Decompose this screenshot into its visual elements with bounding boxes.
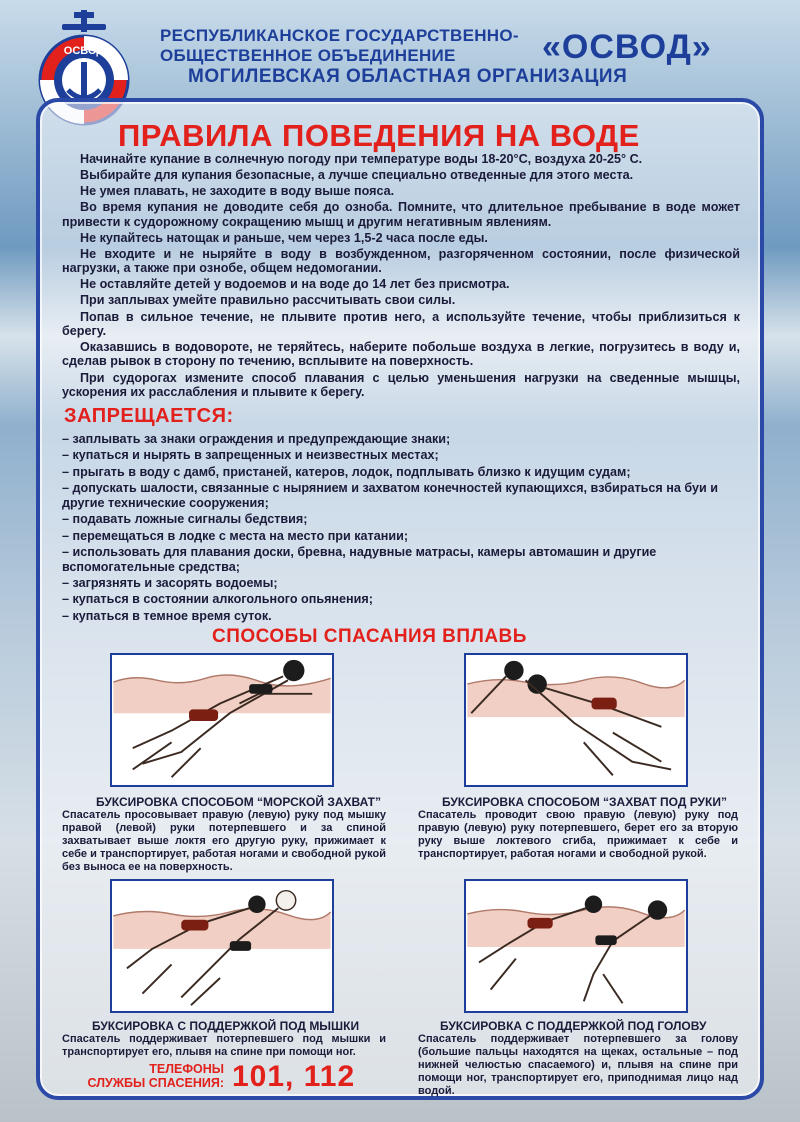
forbidden-item: – прыгать в воду с дамб, пристаней, катеров, лодок, подплывать близко к идущим судам; [62,464,631,479]
rescue-heading: СПОСОБЫ СПАСАНИЯ ВПЛАВЬ [212,626,527,647]
rule-item: Не купайтесь натощак и раньше, чем через 1,5-2 часа после еды. [80,230,488,245]
rules-list [62,152,740,401]
rule-item: При заплывах умейте правильно рассчитывать свои силы. [80,293,456,308]
forbidden-item: – перемещаться в лодке с места на место при катании; [62,528,409,543]
rule-item: Начинайте купание в солнечную погоду при температуре воды 18-20°С, воздуха 20-25° С. [80,152,643,166]
method-description: Спасатель поддерживает потерпевшего под мышки и транспортирует его, плывя на спине при помощи ног. [62,1033,386,1058]
swimmers-illustration [112,881,332,1011]
method-description: Спасатель проводит свою правую (левую) руку под правую (левую) руку потерпевшего, берет его за вторую руку выше локтевого сгиба, прижимает к себе и транспортирует, работая ногами и свободной рукой. [418,809,738,860]
rule-item: Выбирайте для купания безопасные, а лучше специально отведенные для этого места. [80,168,634,183]
method-description: Спасатель поддерживает потерпевшего за голову (большие пальцы находятся на щеках, остальные – под нижней челюстью спасаемого) и, плывя на спине при помощи ног, транспортирует его, приподнимая лицо над водой. [418,1033,738,1097]
rule-item: Не входите и не ныряйте в воду в возбужденном, разгоряченном состоянии, после физической нагрузки, а также при ознобе, общем недомогании. [62,246,740,276]
region-name: МОГИЛЕВСКАЯ ОБЛАСТНАЯ ОРГАНИЗАЦИЯ [188,66,628,87]
brand-title: «ОСВОД» [542,28,712,66]
rule-item: Не умея плавать, не заходите в воду выше пояса. [80,184,395,199]
forbidden-item: – загрязнять и засорять водоемы; [62,575,278,590]
rule-item: При судорогах измените способ плавания с целью уменьшения нагрузки на сведенные мышцы, ускорения их расслабления и плывите к берегу. [62,370,740,399]
org-name [160,26,519,66]
poster-header [0,0,800,110]
method-description: Спасатель просовывает правую (левую) руку под мышку правой (левой) руки потерпевшего и за спиной захватывает выше локтя его другую руку, прижимает к себе и транспортирует, работая ногами и свободной рукой без выноса ее на поверхность. [62,809,386,873]
emergency-phone-numbers: 101, 112 [232,1060,356,1093]
forbidden-item: – допускать шалости, связанные с нырянием и захватом конечностей купающихся, взбираться на буи и другие технические сооружения; [62,481,718,510]
org-name-line1: РЕСПУБЛИКАНСКОЕ ГОСУДАРСТВЕННО- [160,26,519,45]
rescue-illustration-under-arms [464,653,688,787]
method-title: БУКСИРОВКА С ПОДДЕРЖКОЙ ПОД ГОЛОВУ [440,1019,707,1033]
forbidden-item: – купаться в состоянии алкогольного опьянения; [62,592,373,607]
swimmers-illustration [112,655,332,785]
method-title: БУКСИРОВКА С ПОДДЕРЖКОЙ ПОД МЫШКИ [92,1019,360,1033]
logo-text: ОСВОД [63,45,105,57]
method-title: БУКСИРОВКА СПОСОБОМ “ЗАХВАТ ПОД РУКИ” [442,795,727,809]
forbidden-item: – подавать ложные сигналы бедствия; [62,512,308,527]
rule-item: Попав в сильное течение, не плывите против него, а используйте течение, чтобы приблизиться к берегу. [62,309,740,338]
rescue-illustration-head-support [464,879,688,1013]
rule-item: Во время купания не доводите себя до озноба. Помните, что длительное пребывание в воде может привести к судорожному сокращению мышц и другим негативным явлениям. [62,200,740,229]
emergency-phones-label [76,1062,224,1090]
phones-label-line1: ТЕЛЕФОНЫ [149,1062,224,1076]
forbidden-item: – использовать для плавания доски, бревна, надувные матрасы, камеры автомашин и другие вспомогательные средства; [62,545,657,574]
forbidden-list [62,432,742,625]
method-title: БУКСИРОВКА СПОСОБОМ “МОРСКОЙ ЗАХВАТ” [96,795,382,809]
forbidden-heading: ЗАПРЕЩАЕТСЯ: [64,405,234,427]
swimmers-illustration [466,881,686,1011]
rescue-illustration-armpit-support [110,879,334,1013]
forbidden-item: – купаться и нырять в запрещенных и неизвестных местах; [62,448,439,463]
org-name-line2: ОБЩЕСТВЕННОЕ ОБЪЕДИНЕНИЕ [160,46,456,65]
rule-item: Оказавшись в водовороте, не теряйтесь, наберите побольше воздуха в легкие, погрузитесь в воду и, сделав рывок в сторону по течению, всплывите на поверхность. [62,340,740,369]
phones-label-line2: СЛУЖБЫ СПАСЕНИЯ: [87,1076,224,1090]
rule-item: Не оставляйте детей у водоемов и на воде до 14 лет без присмотра. [80,277,510,292]
forbidden-item: – заплывать за знаки ограждения и предупреждающие знаки; [62,432,451,446]
page-title: ПРАВИЛА ПОВЕДЕНИЯ НА ВОДЕ [118,118,640,153]
rescue-illustration-sea-grip [110,653,334,787]
forbidden-item: – купаться в темное время суток. [62,608,272,623]
swimmers-illustration [466,655,686,785]
